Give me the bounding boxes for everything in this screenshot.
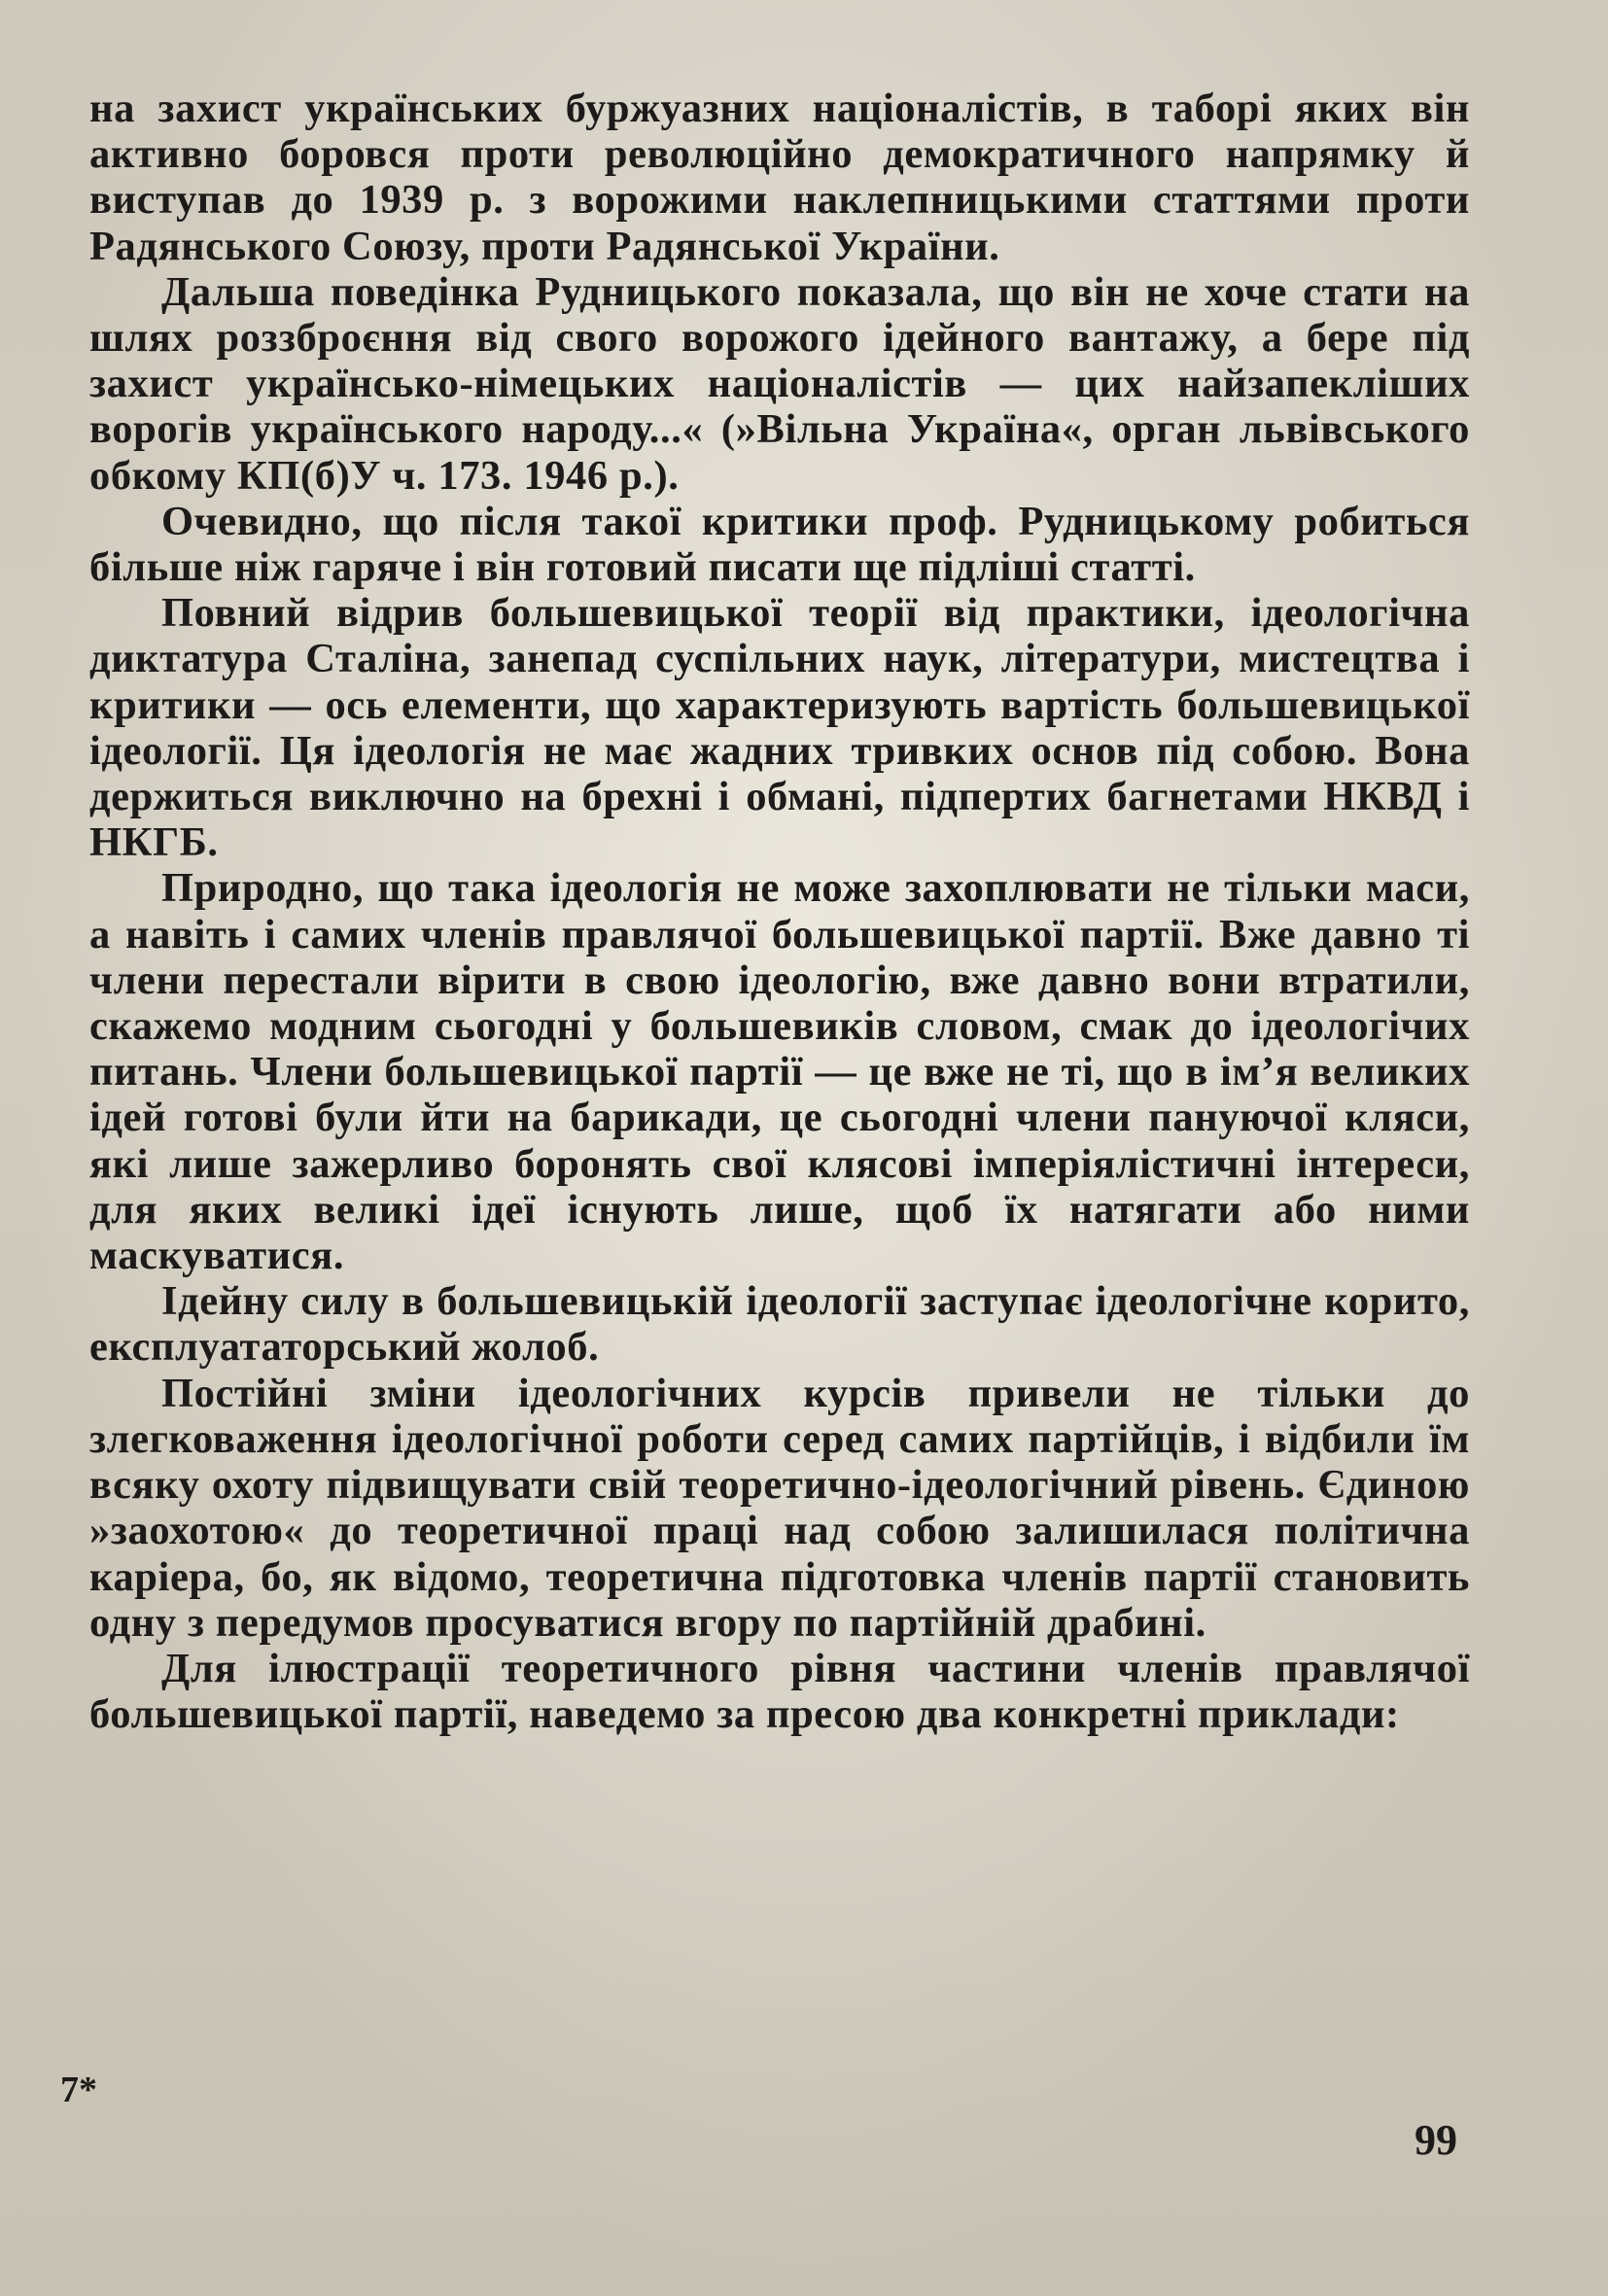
paragraph-2: Дальша поведінка Рудницького показала, що він не хоче стати на шлях роззброєння від свого ворожого ідейного вантажу, а бере під захист українсько-німецьких націоналістів — цих найзапекліших ворогів українського народу...« (»Вільна Україна«, орган львівського обкому КП(б)У ч. 173. 1946 р.). bbox=[89, 268, 1470, 499]
paragraph-3: Очевидно, що після такої критики проф. Рудницькому робиться більше ніж гаряче і він готовий писати ще підліші статті. bbox=[89, 498, 1470, 591]
paragraph-1: на захист українських буржуазних націоналістів, в таборі яких він активно боровся проти революційно демократичного напрямку й виступав до 1939 р. з ворожими наклепницькими статтями проти Радянського Союзу, проти Радянської України. bbox=[89, 86, 1470, 269]
paragraph-5: Природно, що така ідеологія не може захоплювати не тільки маси, а навіть і самих членів правлячої большевицької партії. Вже давно ті члени перестали вірити в свою ідеологію, вже давно вони втратили, скажемо модним сьогодні у большевиків словом, смак до ідеологічих питань. Члени большевицької партії — це вже не ті, що в ім’я великих ідей готові були йти на барикади, це сьогодні члени пануючої кляси, які лише зажерливо боронять свої клясові імперіялістичні інтереси, для яких великі ідеї існують лише, щоб їх натягати або ними маскуватися. bbox=[89, 865, 1470, 1279]
paragraph-4: Повний відрив большевицької теорії від практики, ідеологічна диктатура Сталіна, занепад суспільних наук, літератури, мистецтва і критики — ось елементи, що характеризують вартість большевицької ідеології. Ця ідеологія не має жадних тривких основ під собою. Вона держиться виключно на брехні і обмані, підпертих багнетами НКВД і НКГБ. bbox=[89, 590, 1470, 866]
paragraph-8: Для ілюстрації теоретичного рівня частини членів правлячої большевицької партії, наведемо за пресою два конкретні приклади: bbox=[89, 1645, 1470, 1738]
body-text bbox=[89, 86, 1470, 1737]
printer-signature-mark: 7* bbox=[60, 2070, 97, 2110]
paragraph-7: Постійні зміни ідеологічних курсів привели не тільки до злегковаження ідеологічної роботи серед самих партійців, і відбили їм всяку охоту підвищувати свій теоретично-ідеологічний рівень. Єдиною »заохотою« до теоретичної праці над собою залишилася політична каріера, бо, як відомо, теоретична підготовка членів партії становить одну з передумов просуватися вгору по партійній драбині. bbox=[89, 1370, 1470, 1646]
paragraph-6: Ідейну силу в большевицькій ідеології заступає ідеологічне корито, експлуататорський жолоб. bbox=[89, 1278, 1470, 1371]
page-number: 99 bbox=[1415, 2116, 1457, 2164]
